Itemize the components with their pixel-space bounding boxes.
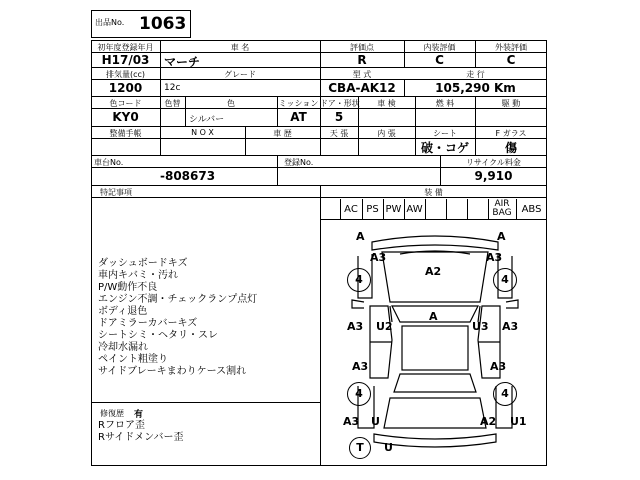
equipment-pw: PW — [385, 204, 402, 215]
damage-mark: A3 — [347, 320, 364, 333]
equipment-header: 装 備 — [424, 188, 443, 197]
damage-mark: A — [429, 310, 438, 323]
recycle-value: 9,910 — [474, 169, 513, 183]
tire-front-right-icon: 4 — [493, 268, 517, 292]
note-line: P/W動作不良 — [98, 282, 158, 293]
equipment-airbag: AIR BAG — [492, 199, 512, 218]
nox-header: N O X — [191, 128, 214, 137]
spare-tire-icon: T — [349, 437, 371, 459]
recycle-header: リサイクル料金 — [466, 158, 521, 167]
damage-mark: A2 — [425, 265, 442, 278]
mileage-value: 105,290 Km — [435, 81, 516, 95]
fglass-header: F ガラス — [495, 129, 527, 138]
damage-mark: U2 — [376, 320, 393, 333]
score-header: 評価点 — [350, 43, 374, 52]
model-header: 型 式 — [352, 70, 372, 79]
interior-grade-header: 内装評価 — [423, 43, 456, 52]
damage-mark: A3 — [343, 415, 360, 428]
first-reg-value: H17/03 — [101, 53, 150, 67]
tire-front-left-icon: 4 — [347, 268, 371, 292]
color-change-header: 色替 — [164, 99, 181, 108]
displacement-header: 排気量(cc) — [105, 70, 146, 79]
note-line: サイドブレーキまわりケース割れ — [98, 366, 247, 377]
lot-number: 1063 — [139, 14, 187, 34]
equipment-ps: PS — [366, 204, 379, 215]
color-code-value: KY0 — [112, 110, 139, 124]
exterior-grade-value: C — [506, 53, 516, 67]
first-reg-header: 初年度登録年月 — [97, 43, 154, 52]
note-line: ダッシュボードキズ — [98, 258, 188, 269]
fuel-header: 燃 料 — [435, 99, 455, 108]
damage-mark: U — [384, 441, 393, 454]
tire-rear-left-icon: 4 — [347, 382, 371, 406]
door-header: ドア・形状 — [320, 99, 360, 108]
roof-header: 天 張 — [329, 129, 349, 138]
note-line: ボディ退色 — [98, 306, 148, 317]
note-line: シートシミ・ヘタリ・スレ — [98, 330, 218, 341]
manual-header: 整備手帳 — [109, 129, 142, 138]
repair-line: Rフロア歪 — [98, 420, 145, 431]
chassis-value: -808673 — [160, 169, 216, 183]
damage-mark: A3 — [352, 360, 369, 373]
damage-mark: A2 — [480, 415, 497, 428]
damage-mark: A3 — [490, 360, 507, 373]
damage-mark: A3 — [486, 251, 503, 264]
history-header: 車 歴 — [273, 129, 292, 138]
mission-value: AT — [290, 110, 307, 124]
drive-header: 駆 動 — [501, 99, 521, 108]
repair-history-value: 有 — [134, 410, 144, 420]
damage-mark: U3 — [472, 320, 489, 333]
grade-header: グレード — [224, 70, 256, 79]
note-line: ペイント粗塗り — [98, 354, 168, 365]
note-line: エンジン不調・チェックランプ点灯 — [98, 294, 258, 305]
damage-mark: A3 — [502, 320, 519, 333]
interior-trim-header: 内 張 — [377, 129, 396, 138]
mileage-header: 走 行 — [466, 70, 485, 79]
registration-header: 登録No. — [284, 158, 314, 167]
damage-mark: U1 — [510, 415, 527, 428]
model-value: CBA-AK12 — [328, 81, 396, 95]
score-value: R — [357, 53, 367, 67]
car-name-value: マーチ — [164, 55, 201, 69]
lot-label: 出品No. — [95, 18, 125, 27]
fglass-value: 傷 — [504, 141, 517, 155]
repair-history-label: 修復歴 — [100, 409, 124, 418]
car-name-header: 車 名 — [230, 43, 250, 52]
tire-rear-right-icon: 4 — [493, 382, 517, 406]
interior-grade-value: C — [435, 53, 444, 67]
door-value: 5 — [334, 110, 344, 124]
damage-mark: A — [497, 230, 506, 243]
damage-mark: U — [371, 415, 380, 428]
mission-header: ミッション — [278, 99, 319, 108]
note-line: ドアミラーカバーキズ — [98, 318, 198, 329]
exterior-grade-header: 外装評価 — [495, 43, 527, 52]
color-code-header: 色コード — [109, 99, 142, 108]
color-header: 色 — [227, 99, 235, 108]
seat-header: シート — [433, 129, 457, 138]
equipment-abs: ABS — [521, 204, 542, 215]
chassis-header: 車台No. — [94, 158, 124, 167]
notes-header: 特記事項 — [100, 188, 132, 197]
equipment-ac: AC — [344, 204, 358, 215]
seat-value: 破・コゲ — [420, 141, 469, 155]
damage-mark: A3 — [370, 251, 387, 264]
note-line: 車内キバミ・汚れ — [98, 270, 178, 281]
car-damage-diagram — [330, 222, 540, 462]
damage-mark: A — [356, 230, 365, 243]
grade-value: 12c — [164, 83, 181, 93]
color-value: シルバー — [189, 115, 225, 125]
repair-line: Rサイドメンバー歪 — [98, 432, 184, 443]
note-line: 冷却水漏れ — [98, 342, 148, 353]
equipment-aw: AW — [406, 204, 423, 215]
inspection-header: 車 検 — [377, 99, 396, 108]
displacement-value: 1200 — [108, 81, 143, 95]
